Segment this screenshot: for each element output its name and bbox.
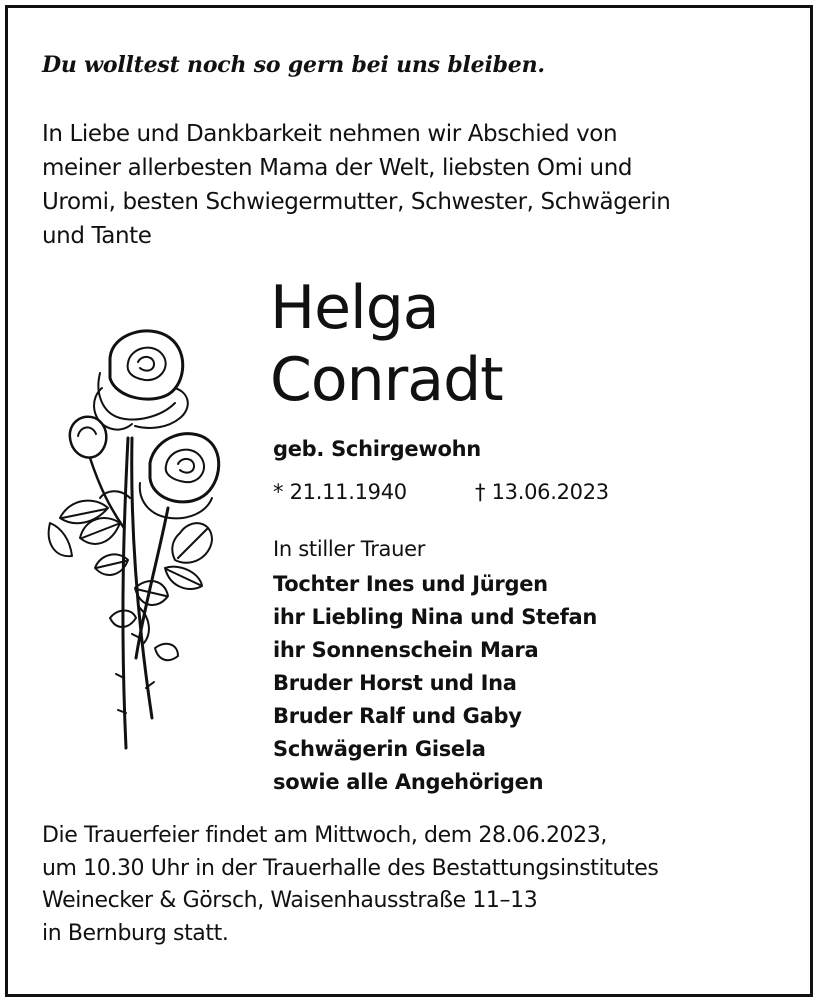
funeral-line: Die Trauerfeier findet am Mittwoch, dem 28.06.2023, [42,823,607,848]
mourner-line: Schwägerin Gisela [273,737,486,761]
mourning-label: In stiller Trauer [273,537,426,561]
mourner-line: ihr Sonnenschein Mara [273,638,539,662]
intro-line: meiner allerbesten Mama der Welt, liebsten Omi und [42,155,633,181]
funeral-line: Weinecker & Görsch, Waisenhausstraße 11–13 [42,888,538,913]
mourners-list [273,568,597,799]
intro-line: Uromi, besten Schwiegermutter, Schwester, Schwägerin [42,189,671,215]
birth-name: geb. Schirgewohn [273,437,481,461]
intro-line: und Tante [42,223,152,249]
last-name: Conradt [270,345,503,415]
intro-line: In Liebe und Dankbarkeit nehmen wir Abschied von [42,121,618,147]
intro-text [42,117,802,253]
mourner-line: Bruder Ralf und Gaby [273,704,522,728]
funeral-info [42,820,802,950]
mourner-line: ihr Liebling Nina und Stefan [273,605,598,629]
motto: Du wolltest noch so gern bei uns bleiben. [42,52,545,78]
deceased-name [270,272,503,416]
roses-icon [40,318,230,758]
death-date: † 13.06.2023 [475,480,609,504]
mourner-line: Tochter Ines und Jürgen [273,572,548,596]
first-name: Helga [270,273,439,343]
funeral-line: um 10.30 Uhr in der Trauerhalle des Bestattungsinstitutes [42,855,659,881]
funeral-line: in Bernburg statt. [42,920,229,946]
mourner-line: sowie alle Angehörigen [273,770,544,794]
birth-date: * 21.11.1940 [273,480,407,504]
mourner-line: Bruder Horst und Ina [273,671,517,695]
